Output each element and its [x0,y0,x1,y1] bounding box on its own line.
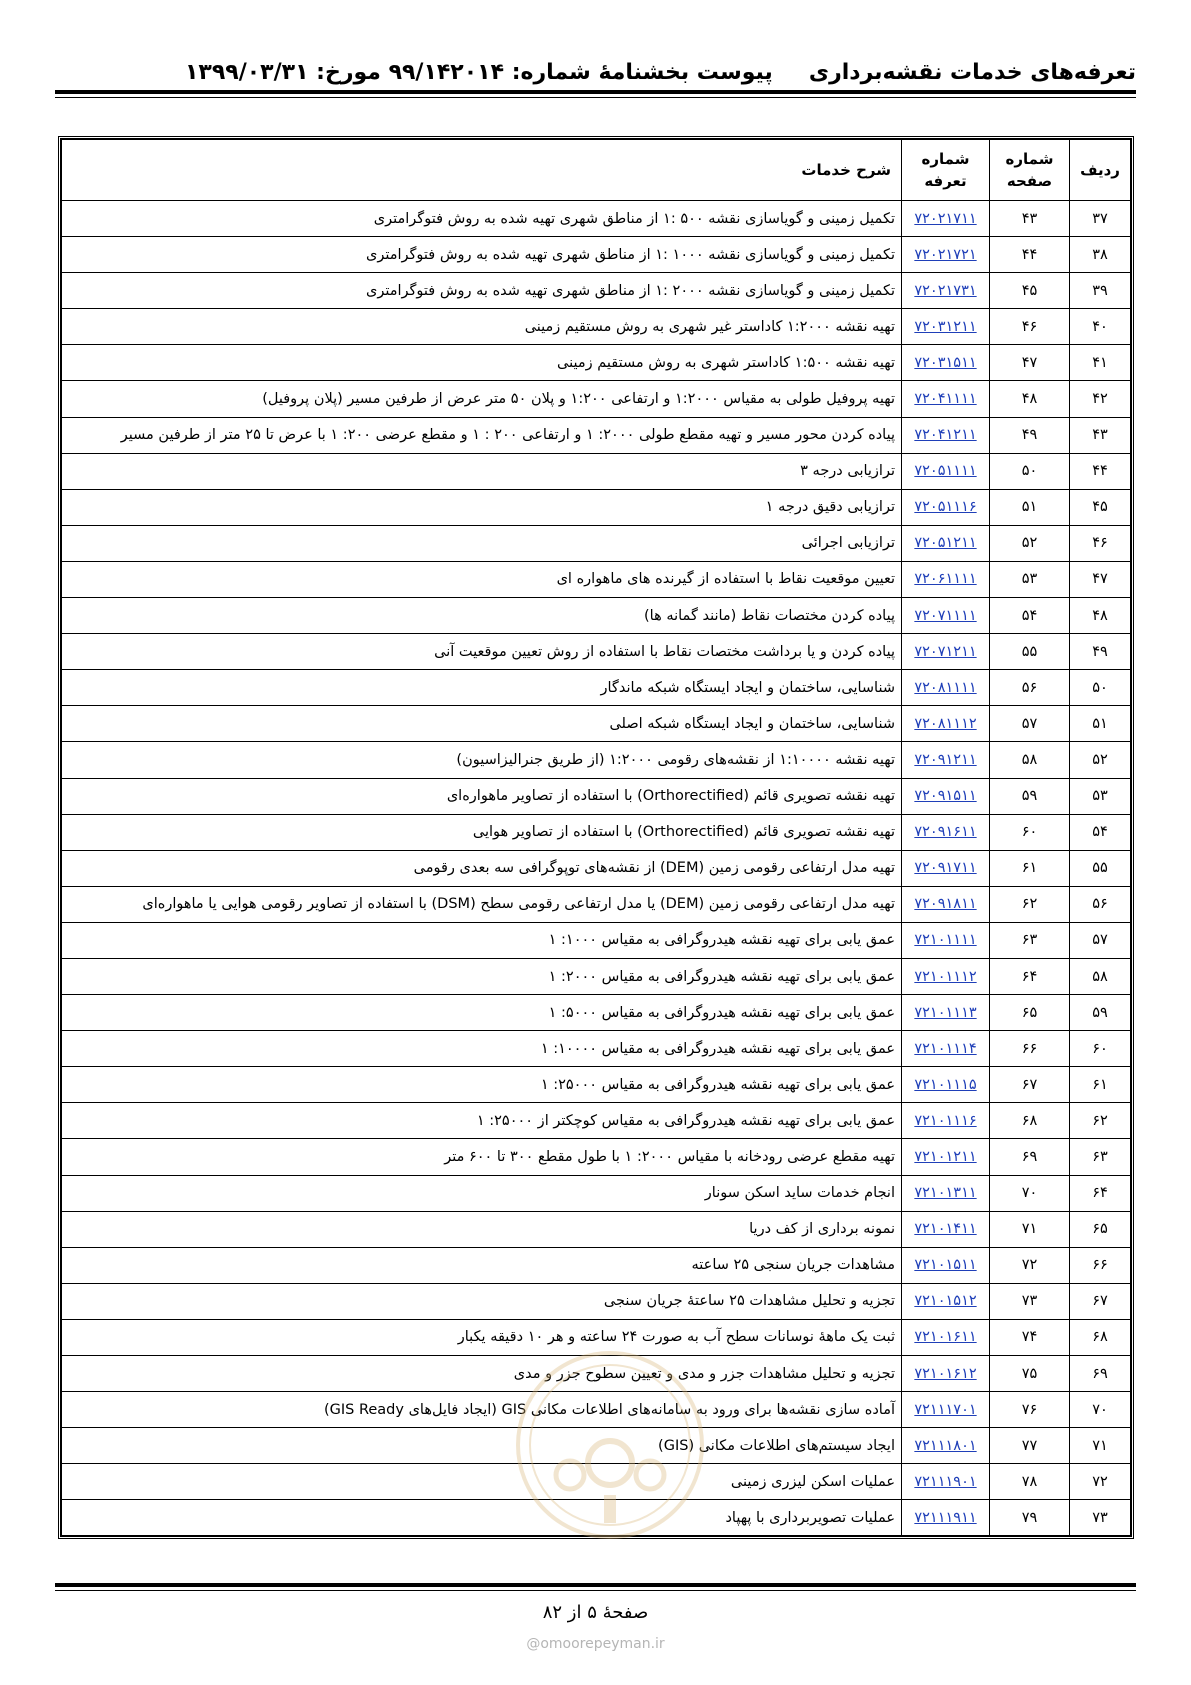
tariff-code-cell [902,886,990,922]
tariff-code-cell [902,381,990,417]
tariff-code-cell [902,1067,990,1103]
circular-reference: پیوست بخشنامۀ شماره: ۹۹/۱۴۲۰۱۴ مورخ: ۱۳۹۹/۰۳/۳۱ [185,60,773,85]
table-row [62,525,1131,561]
page-number-cell: ۵۲ [990,525,1070,561]
page-number-cell: ۵۴ [990,598,1070,634]
table-row [62,1211,1131,1247]
tariff-code-link[interactable]: ۷۲۰۹۱۶۱۱ [914,824,977,841]
table-row [62,670,1131,706]
service-description: تجزیه و تحلیل مشاهدات ۲۵ ساعتۀ جریان سنجی [62,1283,902,1319]
row-number: ۴۷ [1070,561,1131,597]
table-row [62,995,1131,1031]
tariff-code-link[interactable]: ۷۲۰۹۱۸۱۱ [914,896,977,913]
tariff-code-link[interactable]: ۷۲۱۰۱۶۱۲ [914,1365,977,1382]
table-row [62,1103,1131,1139]
service-description: تکمیل زمینی و گویاسازی نقشه ۱۰۰۰ :۱ از مناطق شهری تهیه شده به روش فتوگرامتری [62,237,902,273]
tariff-code-cell [902,634,990,670]
tariff-code-cell [902,1500,990,1536]
service-description: تکمیل زمینی و گویاسازی نقشه ۵۰۰ :۱ از مناطق شهری تهیه شده به روش فتوگرامتری [62,201,902,237]
page-number-cell: ۶۳ [990,922,1070,958]
tariff-code-cell [902,525,990,561]
table-row [62,345,1131,381]
service-description: عملیات اسکن لیزری زمینی [62,1464,902,1500]
page-number-cell: ۷۵ [990,1356,1070,1392]
service-description: عمق یابی برای تهیه نقشه هیدروگرافی به مقیاس ۲۵۰۰۰: ۱ [62,1067,902,1103]
tariff-code-cell [902,1428,990,1464]
tariff-code-cell [902,995,990,1031]
footer-rule-thick [55,1583,1136,1587]
service-description: مشاهدات جریان سنجی ۲۵ ساعته [62,1247,902,1283]
page-number-cell: ۵۷ [990,706,1070,742]
seal-watermark-icon [510,1345,710,1545]
table-row [62,634,1131,670]
page-number-cell: ۷۴ [990,1319,1070,1355]
page-number-cell: ۵۸ [990,742,1070,778]
page-number-cell: ۴۴ [990,237,1070,273]
page-number-cell: ۵۰ [990,453,1070,489]
service-description: تهیه مدل ارتفاعی رقومی زمین (DEM) یا مدل ارتفاعی رقومی سطح (DSM) با استفاده از تصاویر رقومی هوایی یا ماهواره‌ای [62,886,902,922]
tariff-code-cell [902,1211,990,1247]
tariff-code-cell [902,1392,990,1428]
row-number: ۴۸ [1070,598,1131,634]
page-number-cell: ۵۱ [990,489,1070,525]
table-row [62,742,1131,778]
table-row [62,1175,1131,1211]
row-number: ۵۷ [1070,922,1131,958]
service-description: عمق یابی برای تهیه نقشه هیدروگرافی به مقیاس ۱۰۰۰: ۱ [62,922,902,958]
tariff-code-link[interactable]: ۷۲۰۶۱۱۱۱ [914,571,977,588]
page-number-cell: ۴۹ [990,417,1070,453]
tariff-code-cell [902,742,990,778]
service-description: ثبت یک ماهۀ نوسانات سطح آب به صورت ۲۴ ساعته و هر ۱۰ دقیقه یکبار [62,1319,902,1355]
tariff-code-link[interactable]: ۷۲۰۲۱۷۳۱ [914,282,977,299]
tariff-code-link[interactable]: ۷۲۰۹۱۵۱۱ [914,788,977,805]
tariff-code-cell [902,814,990,850]
row-number: ۳۸ [1070,237,1131,273]
table-row [62,237,1131,273]
row-number: ۶۵ [1070,1211,1131,1247]
tariff-code-cell [902,453,990,489]
service-description: تهیه نقشه ۱:۵۰۰ کاداستر شهری به روش مستقیم زمینی [62,345,902,381]
service-description: آماده سازی نقشه‌ها برای ورود به سامانه‌های اطلاعات مکانی GIS (ایجاد فایل‌های GIS Ready) [62,1392,902,1428]
tariff-code-cell [902,1283,990,1319]
table-row [62,453,1131,489]
row-number: ۴۵ [1070,489,1131,525]
page-number-cell: ۷۱ [990,1211,1070,1247]
tariff-code-cell [902,1319,990,1355]
tariff-code-cell [902,922,990,958]
table-body [62,201,1131,1536]
row-number: ۵۳ [1070,778,1131,814]
table-row [62,1283,1131,1319]
table-row [62,1067,1131,1103]
table-row [62,850,1131,886]
table-row [62,489,1131,525]
row-number: ۵۸ [1070,958,1131,994]
table-row [62,1139,1131,1175]
service-description: تهیه مدل ارتفاعی رقومی زمین (DEM) از نقشه‌های توپوگرافی سه بعدی رقومی [62,850,902,886]
tariff-code-link[interactable]: ۷۲۰۳۱۲۱۱ [914,318,977,335]
tariff-code-link[interactable]: ۷۲۱۰۱۴۱۱ [914,1221,977,1238]
row-number: ۴۹ [1070,634,1131,670]
service-description: نمونه برداری از کف دریا [62,1211,902,1247]
row-number: ۶۰ [1070,1031,1131,1067]
row-number: ۴۶ [1070,525,1131,561]
service-description: تکمیل زمینی و گویاسازی نقشه ۲۰۰۰ :۱ از مناطق شهری تهیه شده به روش فتوگرامتری [62,273,902,309]
tariff-code-link[interactable]: ۷۲۱۰۱۲۱۱ [914,1148,977,1165]
row-number: ۶۴ [1070,1175,1131,1211]
page-number-cell: ۶۰ [990,814,1070,850]
tariff-code-link[interactable]: ۷۲۱۰۱۱۱۴ [914,1040,977,1057]
tariff-code-link[interactable]: ۷۲۱۱۱۸۰۱ [914,1437,977,1454]
page-number-cell: ۴۶ [990,309,1070,345]
page-number-cell: ۶۷ [990,1067,1070,1103]
row-number: ۶۸ [1070,1319,1131,1355]
service-description: عمق یابی برای تهیه نقشه هیدروگرافی به مقیاس ۱۰۰۰۰: ۱ [62,1031,902,1067]
tariff-code-cell [902,706,990,742]
tariff-code-link[interactable]: ۷۲۰۸۱۱۱۲ [914,715,977,732]
tariff-code-link[interactable]: ۷۲۱۰۱۵۱۱ [914,1257,977,1274]
table-row [62,1247,1131,1283]
tariff-code-link[interactable]: ۷۲۰۹۱۲۱۱ [914,751,977,768]
page-number-cell: ۴۷ [990,345,1070,381]
page-number-cell: ۶۵ [990,995,1070,1031]
service-description: ایجاد سیستم‌های اطلاعات مکانی (GIS) [62,1428,902,1464]
row-number: ۶۹ [1070,1356,1131,1392]
page-number: صفحۀ ۵ از ۸۲ [542,1602,649,1623]
service-description: شناسایی، ساختمان و ایجاد ایستگاه شبکه ماندگار [62,670,902,706]
page-number-cell: ۶۹ [990,1139,1070,1175]
table-row [62,201,1131,237]
header-radif: ردیف [1070,140,1131,201]
row-number: ۶۱ [1070,1067,1131,1103]
tariff-code-link[interactable]: ۷۲۱۱۱۹۰۱ [914,1473,977,1490]
row-number: ۵۲ [1070,742,1131,778]
row-number: ۵۴ [1070,814,1131,850]
tariff-code-link[interactable]: ۷۲۱۰۱۱۱۲ [914,968,977,985]
tariff-code-link[interactable]: ۷۲۰۳۱۵۱۱ [914,354,977,371]
row-number: ۵۵ [1070,850,1131,886]
service-description: شناسایی، ساختمان و ایجاد ایستگاه شبکه اصلی [62,706,902,742]
tariff-code-cell [902,309,990,345]
tariff-code-cell [902,670,990,706]
row-number: ۵۰ [1070,670,1131,706]
service-description: تعیین موقعیت نقاط با استفاده از گیرنده های ماهواره ای [62,561,902,597]
service-description: تهیه نقشه تصویری قائم (Orthorectified) با استفاده از تصاویر هوایی [62,814,902,850]
service-description: تهیه نقشه ۱:۱۰۰۰۰ از نقشه‌های رقومی ۱:۲۰۰۰ (از طریق جنرالیزاسیون) [62,742,902,778]
service-description: تهیه نقشه تصویری قائم (Orthorectified) با استفاده از تصاویر ماهواره‌ای [62,778,902,814]
row-number: ۷۲ [1070,1464,1131,1500]
tariff-code-cell [902,1175,990,1211]
tariff-code-link[interactable]: ۷۲۰۴۱۱۱۱ [914,391,977,408]
page-number-cell: ۷۶ [990,1392,1070,1428]
row-number: ۵۱ [1070,706,1131,742]
tariff-code-link[interactable]: ۷۲۱۰۱۵۱۲ [914,1293,977,1310]
table-row [62,886,1131,922]
table-row [62,381,1131,417]
row-number: ۴۱ [1070,345,1131,381]
page-number-cell: ۶۶ [990,1031,1070,1067]
row-number: ۳۹ [1070,273,1131,309]
service-description: عمق یابی برای تهیه نقشه هیدروگرافی به مقیاس ۵۰۰۰: ۱ [62,995,902,1031]
tariff-code-link[interactable]: ۷۲۱۱۱۷۰۱ [914,1401,977,1418]
tariff-code-link[interactable]: ۷۲۱۰۱۱۱۳ [914,1004,977,1021]
tariff-code-cell [902,237,990,273]
table-row [62,706,1131,742]
header-desc: شرح خدمات [62,140,902,201]
tariff-code-cell [902,1464,990,1500]
page-number-cell: ۵۳ [990,561,1070,597]
tariff-code-link[interactable]: ۷۲۱۰۱۱۱۵ [914,1076,977,1093]
tariff-code-link[interactable]: ۷۲۰۷۱۱۱۱ [914,607,977,624]
page-number-cell: ۵۹ [990,778,1070,814]
tariff-code-cell [902,598,990,634]
row-number: ۴۰ [1070,309,1131,345]
row-number: ۵۶ [1070,886,1131,922]
tariff-code-link[interactable]: ۷۲۰۵۱۱۱۶ [914,499,977,516]
page-number-cell: ۷۰ [990,1175,1070,1211]
page-number-cell: ۶۱ [990,850,1070,886]
tariff-code-link[interactable]: ۷۲۱۱۱۹۱۱ [914,1509,977,1526]
tariff-code-cell [902,489,990,525]
tariff-code-link[interactable]: ۷۲۰۸۱۱۱۱ [914,679,977,696]
table-row [62,958,1131,994]
watermark-text: @omoorepeyman.ir [526,1636,665,1652]
tariff-code-cell [902,345,990,381]
tariff-code-cell [902,1103,990,1139]
tariff-code-link[interactable]: ۷۲۱۰۱۱۱۶ [914,1112,977,1129]
table-row [62,561,1131,597]
header-rule-thick [55,90,1136,94]
header-page: شماره صفحه [990,140,1070,201]
table-row [62,273,1131,309]
page-number-cell: ۶۴ [990,958,1070,994]
page-number-cell: ۵۶ [990,670,1070,706]
table-row [62,598,1131,634]
tariff-code-cell [902,1356,990,1392]
tariff-code-link[interactable]: ۷۲۰۲۱۷۱۱ [914,210,977,227]
row-number: ۶۷ [1070,1283,1131,1319]
page-number-cell: ۷۷ [990,1428,1070,1464]
row-number: ۶۶ [1070,1247,1131,1283]
service-description: عملیات تصویربرداری با پهپاد [62,1500,902,1536]
table-header-row [62,140,1131,201]
tariff-code-link[interactable]: ۷۲۱۰۱۶۱۱ [914,1329,977,1346]
tariff-code-cell [902,561,990,597]
tariff-code-cell [902,1247,990,1283]
table-row [62,417,1131,453]
service-description: عمق یابی برای تهیه نقشه هیدروگرافی به مقیاس کوچکتر از ۲۵۰۰۰: ۱ [62,1103,902,1139]
table-row [62,922,1131,958]
service-description: تهیه پروفیل طولی به مقیاس ۱:۲۰۰۰ و ارتفاعی ۱:۲۰۰ و پلان ۵۰ متر عرض از طرفین مسیر (پلان پروفیل) [62,381,902,417]
tariff-code-link[interactable]: ۷۲۰۵۱۲۱۱ [914,535,977,552]
row-number: ۳۷ [1070,201,1131,237]
page-number-cell: ۴۵ [990,273,1070,309]
document-title: تعرفه‌های خدمات نقشه‌برداری [808,60,1136,85]
tariff-table-frame [58,136,1134,1539]
page-number-cell: ۴۸ [990,381,1070,417]
tariff-code-link[interactable]: ۷۲۱۰۱۱۱۱ [914,932,977,949]
tariff-code-cell [902,417,990,453]
page-number-cell: ۴۳ [990,201,1070,237]
tariff-code-cell [902,273,990,309]
tariff-code-cell [902,1031,990,1067]
service-description: ترازیابی درجه ۳ [62,453,902,489]
row-number: ۷۳ [1070,1500,1131,1536]
tariff-code-cell [902,201,990,237]
service-description: تهیه مقطع عرضی رودخانه با مقیاس ۲۰۰۰: ۱ با طول مقطع ۳۰۰ تا ۶۰۰ متر [62,1139,902,1175]
header-rule-thin [55,97,1136,98]
service-description: ترازیابی دقیق درجه ۱ [62,489,902,525]
row-number: ۷۱ [1070,1428,1131,1464]
service-description: پیاده کردن محور مسیر و تهیه مقطع طولی ۲۰۰۰: ۱ و ارتفاعی ۲۰۰ : ۱ و مقطع عرضی ۲۰۰: ۱ با عرض تا ۲۵ متر از طرفین مسیر [62,417,902,453]
row-number: ۴۴ [1070,453,1131,489]
service-description: عمق یابی برای تهیه نقشه هیدروگرافی به مقیاس ۲۰۰۰: ۱ [62,958,902,994]
tariff-code-link[interactable]: ۷۲۰۴۱۲۱۱ [914,427,977,444]
tariff-code-link[interactable]: ۷۲۰۷۱۲۱۱ [914,643,977,660]
service-description: تجزیه و تحلیل مشاهدات جزر و مدی و تعیین سطوح جزر و مدی [62,1356,902,1392]
row-number: ۶۳ [1070,1139,1131,1175]
row-number: ۴۲ [1070,381,1131,417]
tariff-code-link[interactable]: ۷۲۱۰۱۳۱۱ [914,1185,977,1202]
table-row [62,814,1131,850]
service-description: تهیه نقشه ۱:۲۰۰۰ کاداستر غیر شهری به روش مستقیم زمینی [62,309,902,345]
row-number: ۵۹ [1070,995,1131,1031]
row-number: ۷۰ [1070,1392,1131,1428]
row-number: ۴۳ [1070,417,1131,453]
page-number-cell: ۷۸ [990,1464,1070,1500]
tariff-code-cell [902,958,990,994]
tariff-code-cell [902,850,990,886]
page-number-cell: ۷۹ [990,1500,1070,1536]
tariff-code-cell [902,778,990,814]
row-number: ۶۲ [1070,1103,1131,1139]
service-description: ترازیابی اجرائی [62,525,902,561]
table-row [62,1031,1131,1067]
page-number-cell: ۶۸ [990,1103,1070,1139]
page-number-cell: ۷۲ [990,1247,1070,1283]
tariff-code-link[interactable]: ۷۲۰۹۱۷۱۱ [914,860,977,877]
page-number-cell: ۵۵ [990,634,1070,670]
service-description: پیاده کردن مختصات نقاط (مانند گمانه ها) [62,598,902,634]
page-number-cell: ۷۳ [990,1283,1070,1319]
tariff-code-link[interactable]: ۷۲۰۲۱۷۲۱ [914,246,977,263]
service-description: پیاده کردن و یا برداشت مختصات نقاط با استفاده از روش تعیین موقعیت آنی [62,634,902,670]
footer-rule-thin [55,1590,1136,1591]
tariff-code-link[interactable]: ۷۲۰۵۱۱۱۱ [914,463,977,480]
service-description: انجام خدمات ساید اسکن سونار [62,1175,902,1211]
tariff-table [61,139,1131,1536]
table-row [62,309,1131,345]
tariff-code-cell [902,1139,990,1175]
header-code: شماره تعرفه [902,140,990,201]
page-number-cell: ۶۲ [990,886,1070,922]
table-row [62,778,1131,814]
